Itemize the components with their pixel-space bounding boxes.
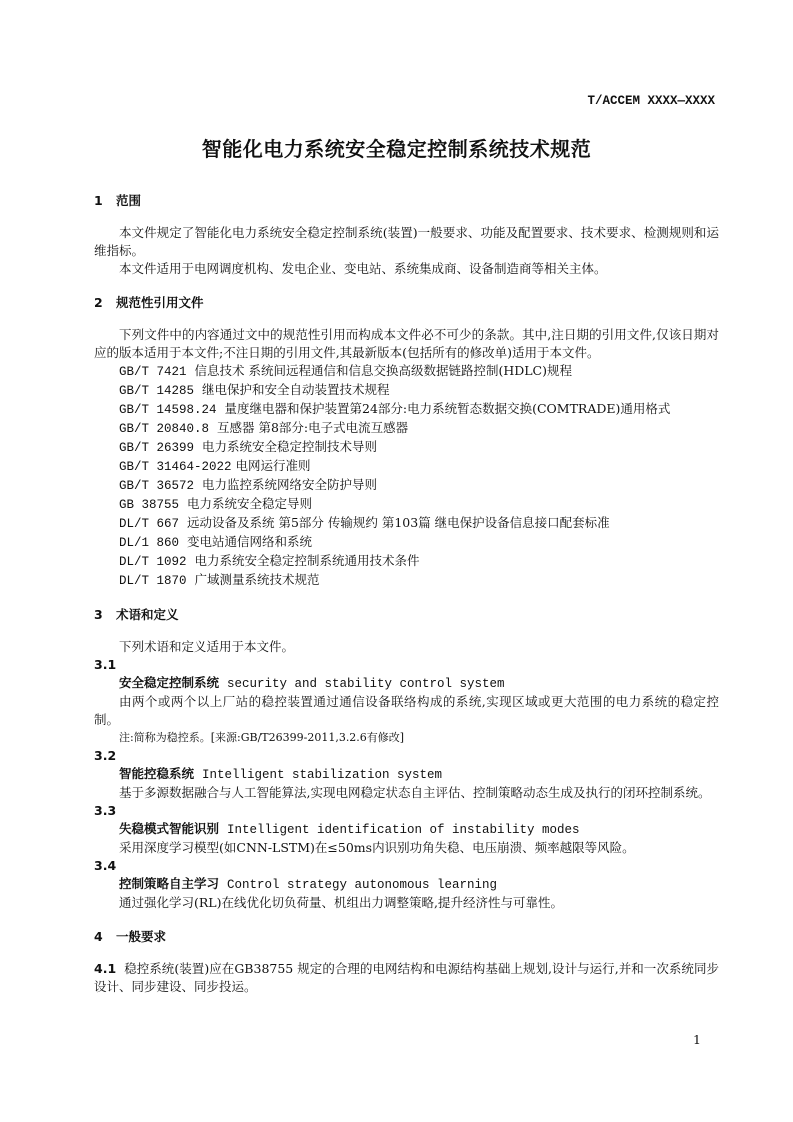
term-entry [94,747,719,802]
term-entry [94,802,719,857]
reference-item: GB/T 14598.24 量度继电器和保护装置第24部分:电力系统暂态数据交换(COMTRADE)通用格式 [119,401,671,417]
reference-item: GB/T 20840.8 互感器 第8部分:电子式电流互感器 [119,420,409,436]
term-definition: 通过强化学习(RL)在线优化切负荷量、机组出力调整策略,提升经济性与可靠性。 [119,895,563,910]
reference-item: GB/T 31464-2022 电网运行准则 [119,458,311,474]
term-heading: 失稳模式智能识别 Intelligent identification of instability modes [119,821,580,837]
term-number: 3.2 [94,748,117,763]
term-definition: 基于多源数据融合与人工智能算法,实现电网稳定状态自主评估、控制策略动态生成及执行的闭环控制系统。 [119,785,711,800]
section-heading-scope: 1 范围 [94,193,142,208]
scope-paragraph: 本文件适用于电网调度机构、发电企业、变电站、系统集成商、设备制造商等相关主体。 [119,261,607,276]
reference-item: DL/T 1092 电力系统安全稳定控制系统通用技术条件 [119,553,420,569]
reference-item: GB/T 26399 电力系统安全稳定控制技术导则 [119,439,377,455]
term-entry [94,857,719,912]
term-definition: 采用深度学习模型(如CNN-LSTM)在≤50ms内识别功角失稳、电压崩溃、频率越限等风险。 [119,840,635,855]
document-body [94,192,719,996]
term-number: 3.1 [94,657,117,672]
reference-item: GB 38755 电力系统安全稳定导则 [119,496,312,512]
reference-item: GB/T 14285 继电保护和安全自动装置技术规程 [119,382,390,398]
reference-item: DL/1 860 变电站通信网络和系统 [119,534,312,550]
reference-item: DL/T 1870 广域测量系统技术规范 [119,572,320,588]
term-heading: 控制策略自主学习 Control strategy autonomous learning [119,876,498,892]
term-note: 注:简称为稳控系。[来源:GB/T26399-2011,3.2.6有修改] [119,731,405,744]
document-code: T/ACCEM XXXX—XXXX [587,94,715,108]
term-number: 3.3 [94,803,117,818]
section-heading-terms: 3 术语和定义 [94,607,179,622]
terms-intro-paragraph: 下列术语和定义适用于本文件。 [119,639,295,654]
document-title: 智能化电力系统安全稳定控制系统技术规范 [201,137,592,161]
refs-intro-paragraph: 下列文件中的内容通过文中的规范性引用而构成本文件必不可少的条款。其中,注日期的引用文件,仅该日期对应的版本适用于本文件;不注日期的引用文件,其最新版本(包括所有的修改单)适用于本文件。 [94,327,719,360]
section-heading-refs: 2 规范性引用文件 [94,295,204,310]
term-definition: 由两个或两个以上厂站的稳控装置通过通信设备联络构成的系统,实现区域或更大范围的电力系统的稳定控制。 [94,694,719,727]
reference-item: GB/T 7421 信息技术 系统间远程通信和信息交换高级数据链路控制(HDLC)规程 [119,363,572,379]
term-number: 3.4 [94,858,117,873]
clause-paragraph: 4.1 稳控系统(装置)应在GB38755 规定的合理的电网结构和电源结构基础上规划,设计与运行,并和一次系统同步设计、同步建设、同步投运。 [94,961,719,994]
term-entry [94,656,719,747]
scope-paragraph: 本文件规定了智能化电力系统安全稳定控制系统(装置)一般要求、功能及配置要求、技术要求、检测规则和运维指标。 [94,225,719,258]
reference-item: GB/T 36572 电力监控系统网络安全防护导则 [119,477,377,493]
term-heading: 智能控稳系统 Intelligent stabilization system [119,766,443,782]
page-number: 1 [693,1032,701,1047]
section-heading-general: 4 一般要求 [94,929,167,944]
term-heading: 安全稳定控制系统 security and stability control system [119,675,505,691]
reference-item: DL/T 667 远动设备及系统 第5部分 传输规约 第103篇 继电保护设备信息接口配套标准 [119,515,610,531]
reference-list [94,362,719,590]
